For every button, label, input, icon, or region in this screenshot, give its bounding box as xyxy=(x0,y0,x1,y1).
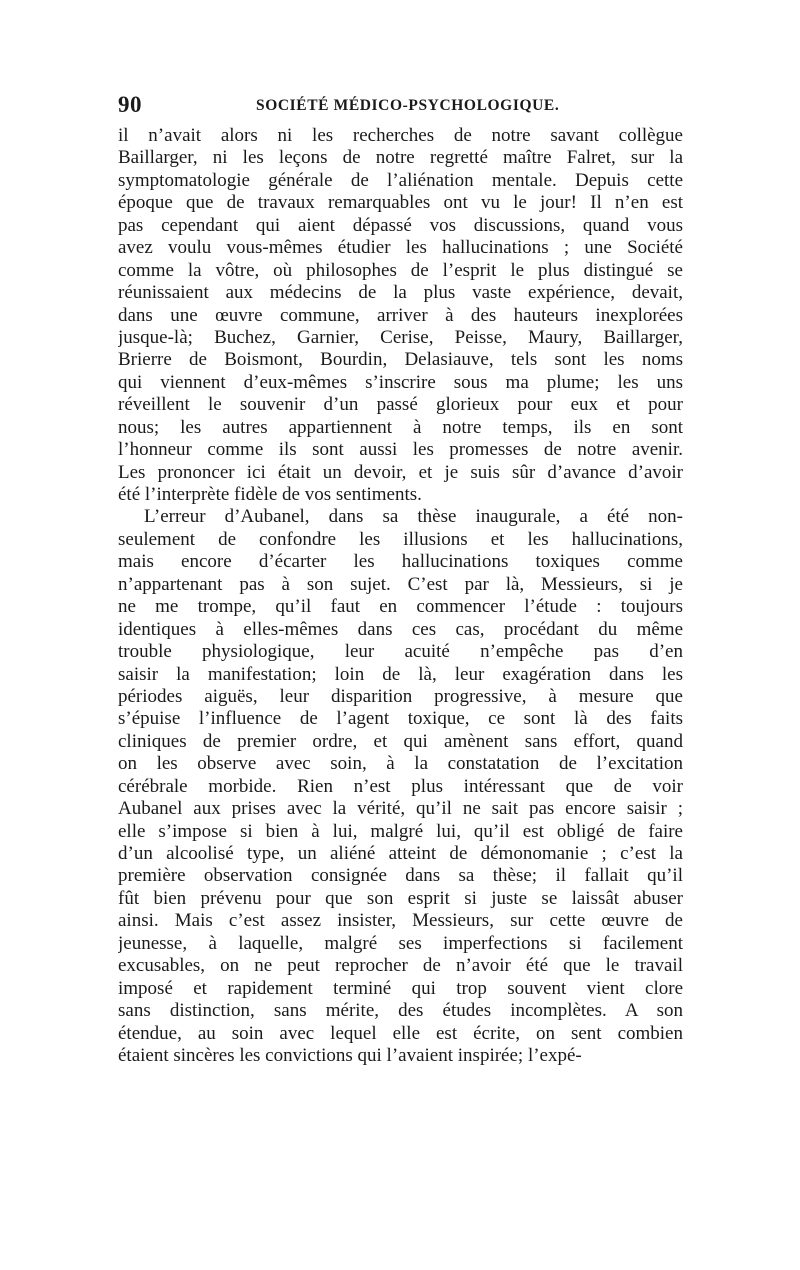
text-line: sans distinction, sans mérite, des études incomplètes. A son xyxy=(118,1000,683,1022)
text-line: comme la vôtre, où philosophes de l’esprit le plus distingué se xyxy=(118,259,683,281)
text-line: qui viennent d’eux-mêmes s’inscrire sous ma plume; les uns xyxy=(118,371,683,393)
page-number: 90 xyxy=(118,92,142,117)
text-line: fût bien prévenu pour que son esprit si juste se laissât abuser xyxy=(118,887,683,909)
text-line: on les observe avec soin, à la constatation de l’excitation xyxy=(118,753,683,775)
text-line: dans une œuvre commune, arriver à des hauteurs inexplorées xyxy=(118,304,683,326)
paragraph xyxy=(118,125,683,506)
text-line: L’erreur d’Aubanel, dans sa thèse inaugurale, a été non- xyxy=(144,506,683,528)
text-line: ainsi. Mais c’est assez insister, Messieurs, sur cette œuvre de xyxy=(118,910,683,932)
text-line: seulement de confondre les illusions et les hallucinations, xyxy=(118,528,683,550)
text-line: imposé et rapidement terminé qui trop souvent vient clore xyxy=(118,977,683,999)
text-line: Brierre de Boismont, Bourdin, Delasiauve, tels sont les noms xyxy=(118,349,683,371)
text-line: excusables, on ne peut reprocher de n’avoir été que le travail xyxy=(118,955,683,977)
text-line: trouble physiologique, leur acuité n’empêche pas d’en xyxy=(118,641,683,663)
text-line: elle s’impose si bien à lui, malgré lui, qu’il est obligé de faire xyxy=(118,820,683,842)
running-title: SOCIÉTÉ MÉDICO-PSYCHOLOGIQUE. xyxy=(256,97,560,114)
text-line: réveillent le souvenir d’un passé glorieux pour eux et pour xyxy=(118,394,683,416)
text-line: pas cependant qui aient dépassé vos discussions, quand vous xyxy=(118,214,683,236)
page-header xyxy=(118,92,683,122)
text-line: mais encore d’écarter les hallucinations toxiques comme xyxy=(118,551,683,573)
text-line: d’un alcoolisé type, un aliéné atteint de démonomanie ; c’est la xyxy=(118,843,683,864)
text-line: ne me trompe, qu’il faut en commencer l’étude : toujours xyxy=(118,596,683,618)
text-line: saisir la manifestation; loin de là, leur exagération dans les xyxy=(118,663,683,685)
text-line: nous; les autres appartiennent à notre temps, ils en sont xyxy=(118,416,683,438)
text-line: époque que de travaux remarquables ont vu le jour! Il n’en est xyxy=(118,192,683,214)
text-line: jusque-là; Buchez, Garnier, Cerise, Peisse, Maury, Baillarger, xyxy=(118,326,683,348)
text-line: avez voulu vous-mêmes étudier les hallucinations ; une Société xyxy=(118,237,683,259)
text-line: il n’avait alors ni les recherches de notre savant collègue xyxy=(118,125,683,146)
body-text xyxy=(118,125,683,1067)
text-line: identiques à elles-mêmes dans ces cas, procédant du même xyxy=(118,618,683,640)
text-line: réunissaient aux médecins de la plus vaste expérience, devait, xyxy=(118,282,683,304)
text-line: l’honneur comme ils sont aussi les promesses de notre avenir. xyxy=(118,439,683,461)
text-line: Baillarger, ni les leçons de notre regretté maître Falret, sur la xyxy=(118,147,683,169)
text-line: étendue, au soin avec lequel elle est écrite, on sent combien xyxy=(118,1022,683,1044)
text-line: Les prononcer ici était un devoir, et je suis sûr d’avance d’avoir xyxy=(118,461,683,483)
text-line: symptomatologie générale de l’aliénation mentale. Depuis cette xyxy=(118,169,683,191)
text-line: première observation consignée dans sa thèse; il fallait qu’il xyxy=(118,865,683,887)
text-line: périodes aiguës, leur disparition progressive, à mesure que xyxy=(118,685,683,707)
text-line: été l’interprète fidèle de vos sentiments. xyxy=(118,484,422,505)
text-line: cérébrale morbide. Rien n’est plus intéressant que de voir xyxy=(118,775,683,797)
text-line: n’appartenant pas à son sujet. C’est par là, Messieurs, si je xyxy=(118,573,683,595)
text-line: Aubanel aux prises avec la vérité, qu’il ne sait pas encore saisir ; xyxy=(118,798,683,820)
text-line: jeunesse, à laquelle, malgré ses imperfections si facilement xyxy=(118,932,683,954)
text-line: s’épuise l’influence de l’agent toxique, ce sont là des faits xyxy=(118,708,683,730)
text-line: cliniques de premier ordre, et qui amènent sans effort, quand xyxy=(118,730,683,752)
paragraph xyxy=(118,506,683,1067)
text-line: étaient sincères les convictions qui l’avaient inspirée; l’expé- xyxy=(118,1044,582,1066)
